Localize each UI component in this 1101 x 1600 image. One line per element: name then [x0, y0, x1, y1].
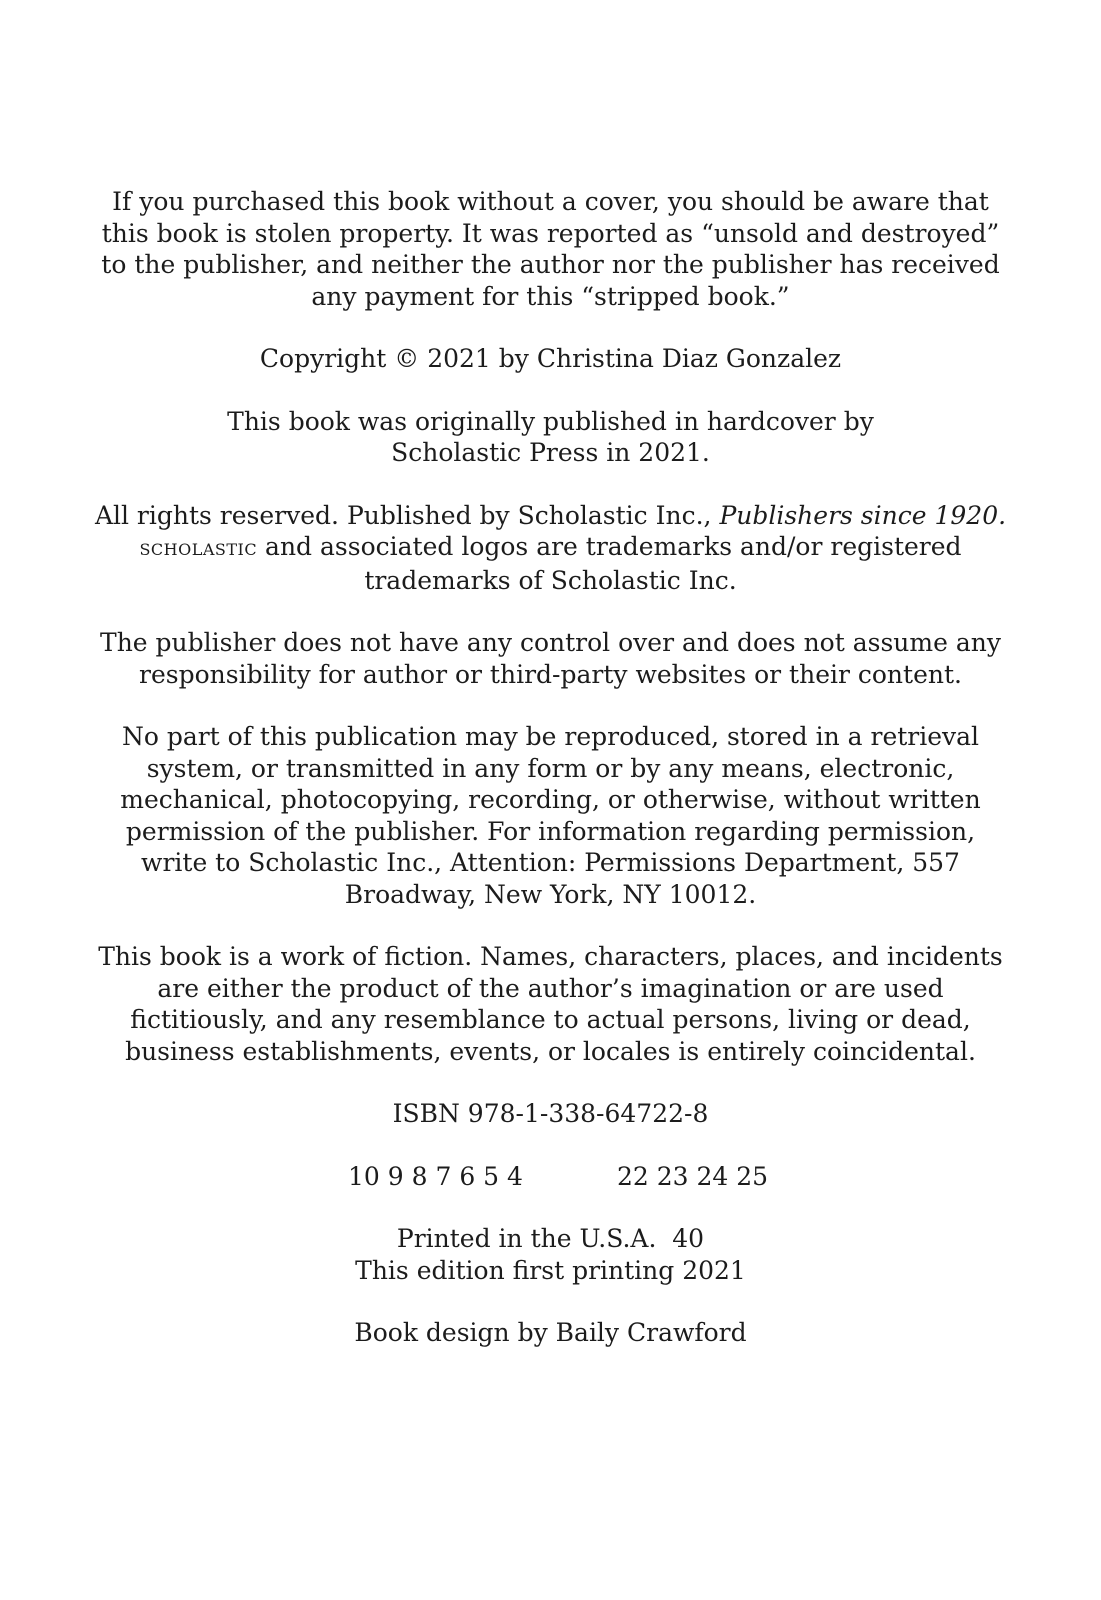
notice-line: any payment for this “stripped book.” — [311, 281, 790, 311]
printed-in-line: Printed in the U.S.A. 40 — [396, 1224, 705, 1253]
rights-text: All rights reserved. Published by Scholastic Inc., — [94, 500, 720, 530]
scholastic-trademark: scholastic — [139, 535, 258, 561]
copyright-line: Copyright © 2021 by Christina Diaz Gonzalez — [259, 344, 842, 373]
fiction-disclaimer — [0, 941, 1101, 1067]
stripped-book-notice — [0, 186, 1101, 312]
trademark-line: trademarks of Scholastic Inc. — [364, 565, 737, 595]
notice-line: If you purchased this book without a cover, you should be aware that — [112, 187, 989, 216]
publishers-since-text: Publishers since 1920. — [719, 500, 1007, 530]
fiction-line: This book is a work of fiction. Names, characters, places, and incidents — [98, 942, 1003, 971]
third-party-disclaimer — [0, 627, 1101, 690]
isbn-line: ISBN 978-1-338-64722-8 — [392, 1099, 709, 1128]
original-publication-note — [0, 406, 1101, 469]
reproduction-line: system, or transmitted in any form or by any means, electronic, — [146, 753, 955, 783]
fiction-line: fictitiously, and any resemblance to actual persons, living or dead, — [130, 1005, 971, 1034]
reproduction-line: permission of the publisher. For information regarding permission, — [125, 816, 976, 846]
copyright-page — [0, 186, 1101, 1380]
notice-line: to the publisher, and neither the author nor the publisher has received — [101, 250, 1000, 279]
printing-year-line: 22 23 24 25 — [617, 1161, 769, 1191]
reproduction-line: No part of this publication may be reproduced, stored in a retrieval — [121, 722, 980, 751]
printer-key — [0, 1161, 1101, 1193]
disclaimer-line: The publisher does not have any control over and does not assume any — [100, 628, 1001, 657]
publication-line: This book was originally published in hardcover by — [227, 406, 874, 436]
design-credit — [0, 1317, 1101, 1349]
trademark-line — [0, 531, 1101, 565]
fiction-line: are either the product of the author’s imagination or are used — [157, 973, 944, 1003]
reproduction-line: write to Scholastic Inc., Attention: Permissions Department, 557 — [141, 848, 960, 877]
disclaimer-line: responsibility for author or third-party websites or their content. — [139, 659, 962, 689]
design-credit-line: Book design by Baily Crawford — [354, 1318, 747, 1347]
isbn — [0, 1098, 1101, 1130]
copyright-statement — [0, 343, 1101, 375]
fiction-line: business establishments, events, or locales is entirely coincidental. — [125, 1036, 976, 1066]
printing-number-line: 10 9 8 7 6 5 4 — [348, 1161, 523, 1191]
edition-line: This edition first printing 2021 — [355, 1255, 746, 1285]
reproduction-line: mechanical, photocopying, recording, or otherwise, without written — [120, 785, 981, 814]
reproduction-notice — [0, 721, 1101, 910]
publication-line: Scholastic Press in 2021. — [391, 438, 710, 467]
rights-line — [0, 500, 1101, 532]
printing-info — [0, 1223, 1101, 1286]
reproduction-line: Broadway, New York, NY 10012. — [344, 879, 757, 909]
rights-reserved — [0, 500, 1101, 597]
trademark-text: and associated logos are trademarks and/or registered — [257, 532, 962, 561]
notice-line: this book is stolen property. It was reported as “unsold and destroyed” — [101, 218, 1000, 248]
